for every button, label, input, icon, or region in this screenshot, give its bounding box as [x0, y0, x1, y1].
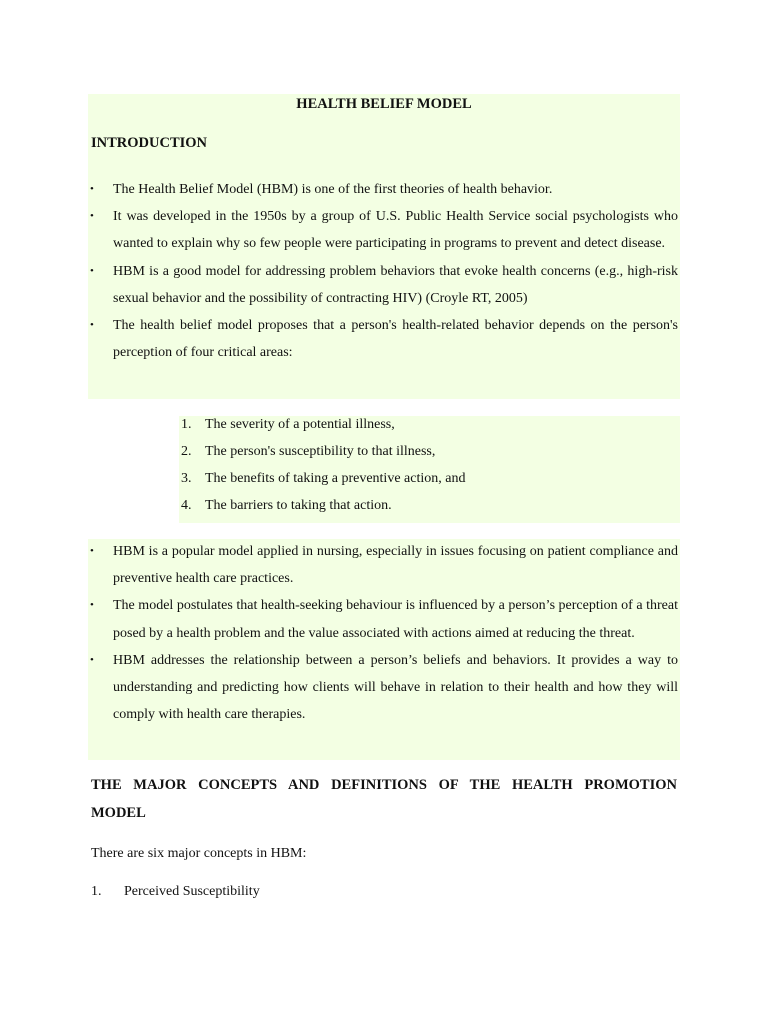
concepts-intro-paragraph: There are six major concepts in HBM: — [91, 846, 307, 861]
list-item — [88, 258, 678, 312]
bullet-text: It was developed in the 1950s by a group of U.S. Public Health Service social psychologists who wanted to explain why so few people were participating in programs to prevent and detect disease. — [113, 209, 678, 252]
bullet-text: The model postulates that health-seeking behaviour is influenced by a person’s perception of a threat posed by a health problem and the value associated with actions aimed at reducing the threat. — [113, 598, 678, 641]
list-item — [88, 176, 678, 203]
item-text: The person's susceptibility to that illness, — [205, 444, 436, 459]
bullet-text: HBM is a good model for addressing problem behaviors that evoke health concerns (e.g., high-risk sexual behavior and the possibility of contracting HIV) (Croyle RT, 2005) — [113, 263, 678, 306]
list-item — [88, 203, 678, 257]
bullet-icon: • — [90, 183, 94, 195]
introduction-heading: INTRODUCTION — [91, 135, 208, 151]
critical-areas-list — [179, 411, 465, 519]
item-text: Perceived Susceptibility — [124, 884, 260, 899]
item-number: 4. — [181, 498, 192, 513]
document-title: HEALTH BELIEF MODEL — [296, 96, 472, 112]
bullet-text: HBM is a popular model applied in nursing, especially in issues focusing on patient compliance and preventive health care practices. — [113, 544, 678, 587]
list-item — [88, 647, 678, 729]
bullet-icon: • — [90, 210, 94, 223]
bullet-text: HBM addresses the relationship between a person’s beliefs and behaviors. It provides a way to understanding and predicting how clients will behave in relation to their health and how they will comply with health care therapies. — [113, 652, 678, 723]
concept-item — [91, 878, 260, 905]
list-item — [179, 438, 465, 465]
bullet-text: The health belief model proposes that a person's health-related behavior depends on the person's perception of four critical areas: — [113, 318, 678, 361]
major-concepts-heading: THE MAJOR CONCEPTS AND DEFINITIONS OF THE HEALTH PROMOTION MODEL — [91, 777, 677, 821]
intro-bullet-list — [88, 176, 678, 366]
bullet-text: The Health Belief Model (HBM) is one of the first theories of health behavior. — [113, 182, 553, 197]
item-number: 2. — [181, 444, 192, 459]
bullet-icon: • — [90, 545, 94, 557]
item-text: The severity of a potential illness, — [205, 417, 395, 432]
bullet-icon: • — [90, 653, 94, 666]
item-number: 1. — [181, 417, 192, 432]
list-item — [88, 538, 678, 592]
list-item — [88, 592, 678, 646]
list-item — [88, 312, 678, 366]
list-item — [179, 411, 465, 438]
hbm-notes-bullet-list — [88, 538, 678, 728]
bullet-icon: • — [90, 319, 94, 332]
item-number: 1. — [91, 884, 102, 899]
item-number: 3. — [181, 471, 192, 486]
list-item — [179, 492, 465, 519]
item-text: The benefits of taking a preventive action, and — [205, 471, 466, 486]
bullet-icon: • — [90, 264, 94, 277]
bullet-icon: • — [90, 599, 94, 612]
list-item — [179, 465, 465, 492]
item-text: The barriers to taking that action. — [205, 498, 392, 513]
